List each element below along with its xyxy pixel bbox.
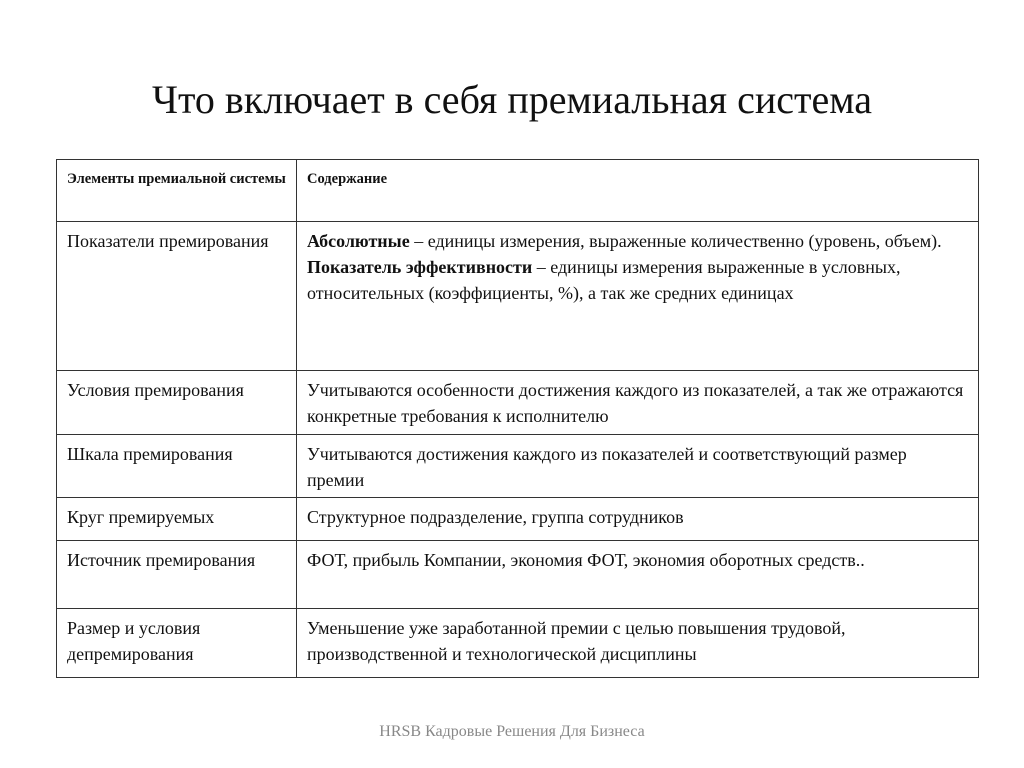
table-row (57, 541, 979, 609)
bonus-system-table (56, 159, 979, 678)
term-efficiency-desc: – единицы измерения выраженные в условных, относительных (коэффициенты, %), а так же средних единицах (307, 257, 901, 303)
row-element: Круг премируемых (57, 498, 297, 541)
row-content: Учитываются достижения каждого из показателей и соответствующий размер премии (297, 435, 979, 498)
slide-title: Что включает в себя премиальная система (151, 77, 873, 122)
table-header-row (57, 160, 979, 222)
row-element: Источник премирования (57, 541, 297, 609)
row-content: ФОТ, прибыль Компании, экономия ФОТ, экономия оборотных средств.. (297, 541, 979, 609)
footer-company: HRSB Кадровые Решения Для Бизнеса (379, 723, 645, 740)
row-content: Учитываются особенности достижения каждого из показателей, а так же отражаются конкретные требования к исполнителю (297, 371, 979, 435)
row-content: Уменьшение уже заработанной премии с целью повышения трудовой, производственной и технологической дисциплины (297, 609, 979, 678)
table-row (57, 371, 979, 435)
row-element: Показатели премирования (57, 222, 297, 371)
row-element: Размер и условия депремирования (57, 609, 297, 678)
row-element: Условия премирования (57, 371, 297, 435)
term-absolute-desc: – единицы измерения, выраженные количественно (уровень, объем). (409, 231, 942, 251)
table-row (57, 609, 979, 678)
table-row (57, 222, 979, 371)
header-content: Содержание (297, 160, 979, 222)
term-absolute: Абсолютные (307, 231, 410, 251)
row-content: Структурное подразделение, группа сотрудников (297, 498, 979, 541)
header-elements: Элементы премиальной системы (57, 160, 297, 222)
row-content (297, 222, 979, 371)
term-efficiency: Показатель эффективности (307, 257, 533, 277)
row-element: Шкала премирования (57, 435, 297, 498)
table-row (57, 498, 979, 541)
table-row (57, 435, 979, 498)
